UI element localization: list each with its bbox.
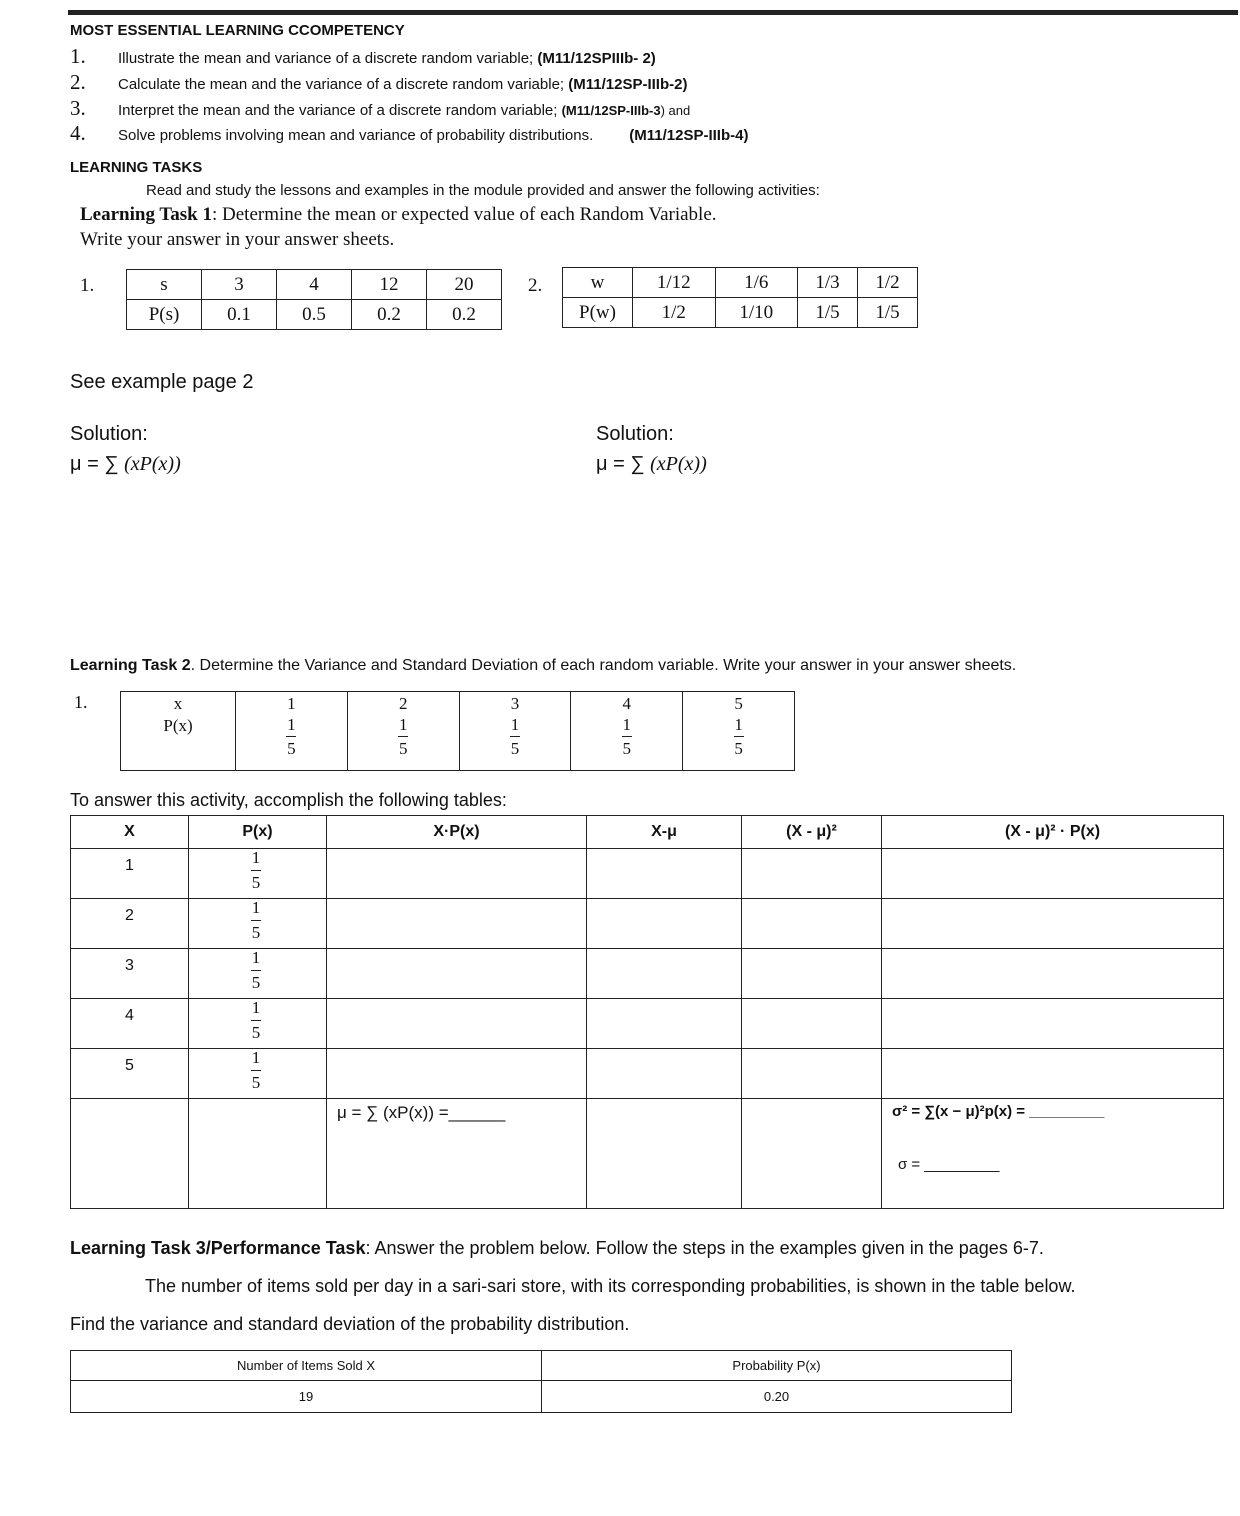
- fraction-denominator: 5: [398, 739, 408, 759]
- fraction-denominator: 5: [251, 972, 261, 992]
- variance-formula: σ² = ∑(x − μ)²p(x) = _________: [892, 1103, 1105, 1120]
- answer-cell[interactable]: [882, 849, 1224, 899]
- x-cell: 5: [71, 1049, 189, 1099]
- answer-cell[interactable]: [882, 1049, 1224, 1099]
- accomplish-instructions: To answer this activity, accomplish the following tables:: [70, 790, 507, 810]
- answer-cell[interactable]: [882, 999, 1224, 1049]
- x-label: x: [121, 692, 236, 716]
- p-fraction: [189, 949, 327, 999]
- p-fraction: [189, 849, 327, 899]
- formula-expression: (xP(x)): [124, 453, 181, 475]
- p-fraction: [189, 1049, 327, 1099]
- table-row: [71, 1049, 1224, 1099]
- competency-tail: ) and: [660, 103, 691, 118]
- formula-prefix: μ = ∑: [596, 453, 651, 475]
- column-header: X·P(x): [327, 816, 587, 849]
- task1-table-s: [126, 269, 502, 330]
- competency-number: 3.: [70, 96, 86, 120]
- fraction-numerator: 1: [734, 714, 743, 734]
- task1-label: Learning Task 1: [80, 204, 212, 225]
- task3-find: Find the variance and standard deviation of the probability distribution.: [70, 1314, 630, 1334]
- answer-cell[interactable]: [327, 1049, 587, 1099]
- table-cell: 1/2: [633, 298, 716, 328]
- fraction-denominator: 5: [287, 739, 296, 759]
- fraction-denominator: 5: [622, 739, 632, 759]
- task1-table-w: [562, 267, 918, 328]
- empty-cell: [71, 1099, 189, 1209]
- fraction-bar: [251, 970, 261, 971]
- answer-cell[interactable]: [587, 949, 742, 999]
- p-fraction: [459, 716, 571, 771]
- x-cell: 3: [71, 949, 189, 999]
- x-value: 5: [683, 692, 795, 716]
- column-header: X-μ: [587, 816, 742, 849]
- table-row: [71, 999, 1224, 1049]
- answer-cell[interactable]: [742, 949, 882, 999]
- x-value: 4: [571, 692, 683, 716]
- fraction-denominator: 5: [251, 872, 261, 892]
- table-row: [563, 298, 918, 328]
- table-cell: 1/12: [633, 268, 716, 298]
- fraction-numerator: 1: [251, 948, 261, 967]
- sd-formula: σ = _________: [898, 1156, 1000, 1173]
- competency-code: (M11/12SP-IIIb-3: [561, 103, 661, 118]
- fraction-numerator: 1: [251, 848, 261, 867]
- p-fraction: [236, 716, 348, 771]
- table-cell: 0.20: [542, 1381, 1012, 1413]
- table-cell: 0.2: [352, 300, 427, 330]
- task3-problem: The number of items sold per day in a sari-sari store, with its corresponding probabilities, is shown in the table below.: [145, 1276, 1076, 1296]
- table-cell: 19: [71, 1381, 542, 1413]
- competency-text: Illustrate the mean and variance of a discrete random variable;: [118, 50, 538, 67]
- competency-text: Solve problems involving mean and variance of probability distributions.: [118, 127, 594, 144]
- answer-cell[interactable]: [587, 999, 742, 1049]
- answer-cell[interactable]: [327, 899, 587, 949]
- mean-formula-1: [70, 453, 181, 476]
- competency-heading: MOST ESSENTIAL LEARNING CCOMPETENCY: [70, 22, 405, 39]
- competency-item: [70, 44, 656, 69]
- task2-distribution-table: [120, 691, 795, 771]
- competency-item: [70, 121, 748, 146]
- task2-label: Learning Task 2: [70, 657, 191, 674]
- fraction-bar: [251, 870, 261, 871]
- task3-heading: [70, 1238, 1044, 1259]
- x-cell: 2: [71, 899, 189, 949]
- table-cell: 1/10: [715, 298, 798, 328]
- table-cell: 1/6: [715, 268, 798, 298]
- task1-line2: Write your answer in your answer sheets.: [80, 229, 395, 250]
- competency-text: Interpret the mean and the variance of a discrete random variable;: [118, 102, 562, 119]
- items-sold-table: [70, 1350, 1012, 1413]
- competency-text: Calculate the mean and the variance of a discrete random variable;: [118, 76, 569, 93]
- fraction-bar: [622, 736, 632, 737]
- empty-cell: [189, 1099, 327, 1209]
- empty-cell: [742, 1099, 882, 1209]
- table-cell: P(s): [127, 300, 202, 330]
- task3-text: : Answer the problem below. Follow the steps in the examples given in the pages 6-7.: [365, 1238, 1044, 1258]
- fraction-denominator: 5: [251, 922, 261, 942]
- answer-cell[interactable]: [742, 899, 882, 949]
- formula-expression: (xP(x)): [650, 453, 707, 475]
- fraction-bar: [398, 736, 408, 737]
- competency-code: (M11/12SP-IIIb-4): [629, 127, 749, 144]
- table-row: [71, 949, 1224, 999]
- table-cell: 0.5: [277, 300, 352, 330]
- task2-heading: [70, 657, 1016, 675]
- empty-cell: [587, 1099, 742, 1209]
- instructions: Read and study the lessons and examples in the module provided and answer the following activities:: [146, 182, 820, 199]
- variance-worksheet-table: [70, 815, 1224, 1209]
- fraction-denominator: 5: [734, 739, 743, 759]
- competency-item: [70, 70, 687, 95]
- table-cell: 1/3: [798, 268, 858, 298]
- table-header-row: [71, 816, 1224, 849]
- answer-cell[interactable]: [587, 899, 742, 949]
- task1-heading: [80, 204, 717, 226]
- fraction-bar: [734, 736, 744, 737]
- table-cell: w: [563, 268, 633, 298]
- p-fraction: [347, 716, 459, 771]
- see-example: See example page 2: [70, 371, 254, 393]
- fraction-bar: [510, 736, 520, 737]
- fraction-numerator: 1: [622, 714, 632, 734]
- table-row: [563, 268, 918, 298]
- column-header: P(x): [189, 816, 327, 849]
- table-row: [71, 899, 1224, 949]
- solution-label-1: Solution:: [70, 423, 148, 445]
- fraction-bar: [251, 1070, 261, 1071]
- column-header: Probability P(x): [542, 1351, 1012, 1381]
- table-cell: 1/2: [858, 268, 918, 298]
- table-cell: 4: [277, 270, 352, 300]
- tasks-heading: LEARNING TASKS: [70, 159, 203, 176]
- column-header: Number of Items Sold X: [71, 1351, 542, 1381]
- competency-number: 4.: [70, 121, 86, 145]
- competency-code: (M11/12SP-IIIb-2): [568, 76, 688, 93]
- fraction-numerator: 1: [251, 898, 261, 917]
- answer-cell[interactable]: [327, 849, 587, 899]
- mean-summary[interactable]: μ = ∑ (xP(x)) =______: [327, 1099, 587, 1209]
- table-cell: 0.2: [427, 300, 502, 330]
- p-fraction: [683, 716, 795, 771]
- fraction-bar: [251, 1020, 261, 1021]
- x-value: 3: [459, 692, 571, 716]
- answer-cell[interactable]: [882, 949, 1224, 999]
- fraction-numerator: 1: [251, 998, 261, 1017]
- answer-cell[interactable]: [327, 949, 587, 999]
- x-value: 1: [236, 692, 348, 716]
- fraction-numerator: 1: [251, 1048, 261, 1067]
- column-header: (X - μ)² · P(x): [882, 816, 1224, 849]
- table-row: [127, 270, 502, 300]
- summary-row: [71, 1099, 1224, 1209]
- px-label: P(x): [121, 716, 236, 771]
- x-cell: 1: [71, 849, 189, 899]
- fraction-denominator: 5: [251, 1022, 261, 1042]
- table-row: [121, 692, 795, 716]
- p-fraction: [189, 899, 327, 949]
- competency-number: 2.: [70, 70, 86, 94]
- x-value: 2: [347, 692, 459, 716]
- table-cell: 3: [202, 270, 277, 300]
- task2-item-number: 1.: [74, 692, 88, 712]
- task3-label: Learning Task 3/Performance Task: [70, 1238, 366, 1258]
- fraction-numerator: 1: [398, 714, 408, 734]
- fraction-bar: [251, 920, 261, 921]
- solution-label-2: Solution:: [596, 423, 674, 445]
- mean-formula-2: [596, 453, 707, 476]
- column-header: X: [71, 816, 189, 849]
- table-row: [121, 716, 795, 771]
- answer-cell[interactable]: [327, 999, 587, 1049]
- competency-number: 1.: [70, 44, 86, 68]
- fraction-denominator: 5: [251, 1072, 261, 1092]
- table-cell: s: [127, 270, 202, 300]
- table-cell: 0.1: [202, 300, 277, 330]
- table-cell: 1/5: [858, 298, 918, 328]
- answer-cell[interactable]: [587, 849, 742, 899]
- top-rule: [68, 10, 1238, 15]
- task1-item1-number: 1.: [80, 275, 95, 296]
- table-row: [127, 300, 502, 330]
- task1-text: : Determine the mean or expected value of each Random Variable.: [212, 204, 717, 225]
- column-header: (X - μ)²: [742, 816, 882, 849]
- p-fraction: [189, 999, 327, 1049]
- task2-text: . Determine the Variance and Standard Deviation of each random variable. Write your answer in your answer sheets.: [190, 657, 1017, 674]
- answer-cell[interactable]: [587, 1049, 742, 1099]
- task1-item2-number: 2.: [528, 275, 543, 296]
- competency-item: [70, 96, 690, 121]
- x-cell: 4: [71, 999, 189, 1049]
- fraction-bar: [286, 736, 296, 737]
- table-cell: 12: [352, 270, 427, 300]
- p-fraction: [571, 716, 683, 771]
- fraction-denominator: 5: [510, 739, 520, 759]
- table-cell: 20: [427, 270, 502, 300]
- formula-prefix: μ = ∑: [70, 453, 125, 475]
- table-row: [71, 849, 1224, 899]
- answer-cell[interactable]: [742, 849, 882, 899]
- fraction-numerator: 1: [287, 714, 296, 734]
- variance-sd-summary[interactable]: [882, 1099, 1224, 1209]
- table-cell: 1/5: [798, 298, 858, 328]
- fraction-numerator: 1: [510, 714, 520, 734]
- competency-code: (M11/12SPIIIb- 2): [537, 50, 656, 67]
- table-row: [71, 1381, 1012, 1413]
- answer-cell[interactable]: [742, 999, 882, 1049]
- answer-cell[interactable]: [742, 1049, 882, 1099]
- table-cell: P(w): [563, 298, 633, 328]
- table-header-row: [71, 1351, 1012, 1381]
- answer-cell[interactable]: [882, 899, 1224, 949]
